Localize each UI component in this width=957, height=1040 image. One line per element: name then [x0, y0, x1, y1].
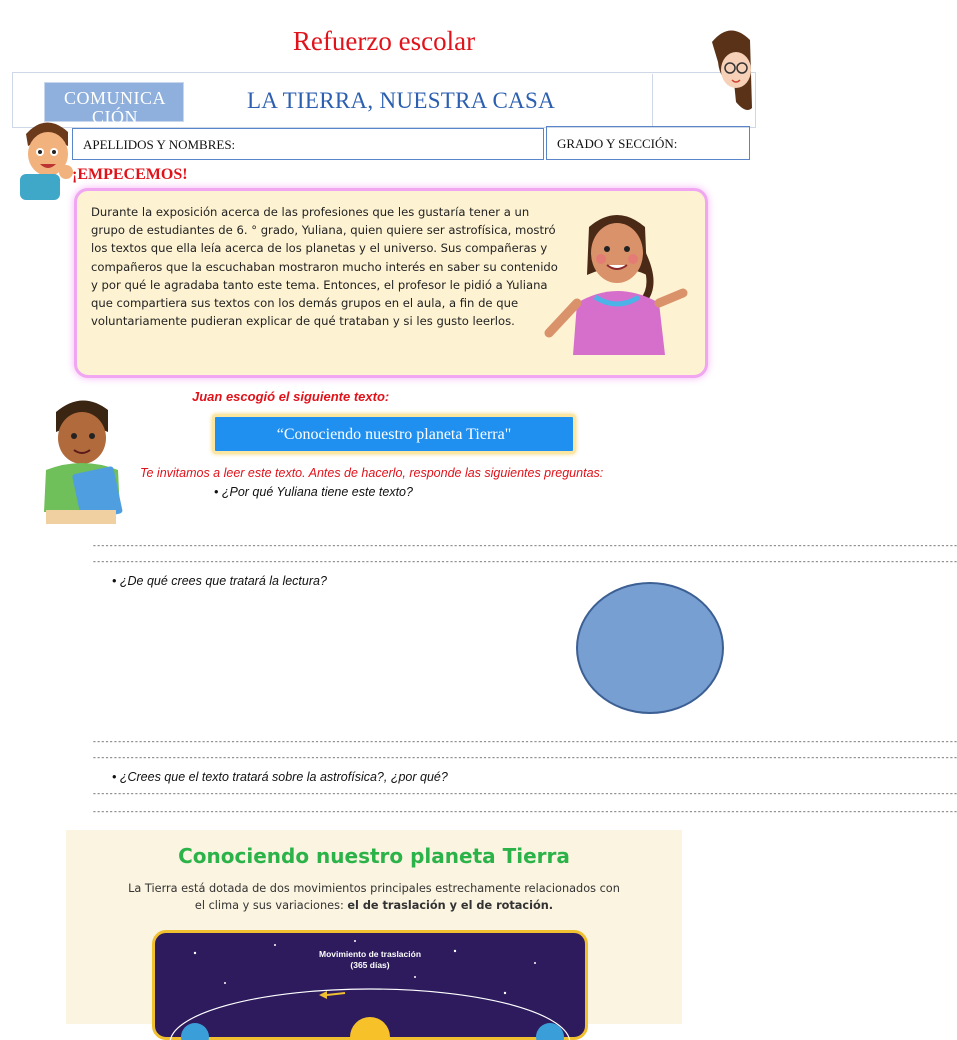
instruction-text: Te invitamos a leer este texto. Antes de hacerlo, responde las siguientes preguntas:: [140, 466, 604, 480]
question-2: • ¿De qué crees que tratará la lectura?: [112, 574, 327, 588]
reading-intro-highlight: el de traslación y el de rotación.: [347, 899, 554, 912]
reading-title: Conociendo nuestro planeta Tierra: [178, 844, 570, 868]
grade-field[interactable]: [546, 126, 750, 160]
answer-line-1a: --------------------------------------------------------------------------------------------------------------------------------------------------------------------------------------------------------------: [92, 542, 957, 551]
story-box: [74, 188, 708, 378]
text-title: “Conociendo nuestro planeta Tierra": [276, 426, 512, 443]
question-3: • ¿Crees que el texto tratará sobre la astrofísica?, ¿por qué?: [112, 770, 448, 784]
answer-line-2a: --------------------------------------------------------------------------------------------------------------------------------------------------------------------------------------------------------------: [92, 738, 957, 747]
question-1-text: ¿Por qué Yuliana tiene este texto?: [221, 485, 413, 499]
text-title-banner: [212, 414, 576, 454]
subject-area-label: COMUNICA CIÓN: [63, 88, 166, 127]
story-text: Durante la exposición acerca de las profesiones que les gustaría tener a un grupo de estudiantes de 6. ° grado, Yuliana, quien quiere ser astrofísica, mostró los textos que ella leía acerca de los planetas y el universo. Sus compañeras y compañeros que la escuchaban mostraron mucho interés en saber su contenido y por qué le agradaba tanto este tema. Entonces, el profesor le pidió a Yuliana que compartiera sus textos con los demás grupos en el aula, a fin de que voluntariamente pudieran explicar de qué trataban y si les gusto leerlos.: [91, 205, 558, 329]
reading-excerpt: [66, 830, 682, 1024]
lesson-title: LA TIERRA, NUESTRA CASA: [246, 88, 556, 113]
reading-intro: [122, 880, 626, 914]
name-field[interactable]: [72, 128, 544, 160]
header-divider: [652, 74, 653, 126]
name-label: APELLIDOS Y NOMBRES:: [83, 137, 236, 152]
girl-illustration-icon: [535, 205, 705, 365]
reading-intro-text: La Tierra está dotada de dos movimientos principales estrechamente relacionados con el clima y sus variaciones:: [128, 882, 620, 912]
answer-circle: [576, 582, 724, 714]
chosen-text-caption: Juan escogió el siguiente texto:: [192, 389, 390, 404]
question-1: • ¿Por qué Yuliana tiene este texto?: [214, 485, 413, 499]
space-illustration: [152, 930, 588, 1040]
question-2-text: ¿De qué crees que tratará la lectura?: [119, 574, 327, 588]
teacher-avatar-icon: [706, 22, 754, 114]
boy-waving-icon: [16, 116, 76, 200]
grade-label: GRADO Y SECCIÓN:: [557, 136, 678, 151]
answer-line-3a: --------------------------------------------------------------------------------------------------------------------------------------------------------------------------------------------------------------: [92, 790, 957, 799]
section-heading: ¡EMPECEMOS!: [72, 166, 188, 183]
answer-line-1b: --------------------------------------------------------------------------------------------------------------------------------------------------------------------------------------------------------------: [92, 558, 957, 567]
translation-movement-label: Movimiento de traslación (365 días): [318, 949, 422, 970]
answer-line-3b: --------------------------------------------------------------------------------------------------------------------------------------------------------------------------------------------------------------: [92, 808, 957, 817]
boy-reading-icon: [32, 392, 132, 524]
question-3-text: ¿Crees que el texto tratará sobre la astrofísica?, ¿por qué?: [119, 770, 448, 784]
answer-line-2b: --------------------------------------------------------------------------------------------------------------------------------------------------------------------------------------------------------------: [92, 754, 957, 763]
page-title: Refuerzo escolar: [292, 26, 476, 56]
